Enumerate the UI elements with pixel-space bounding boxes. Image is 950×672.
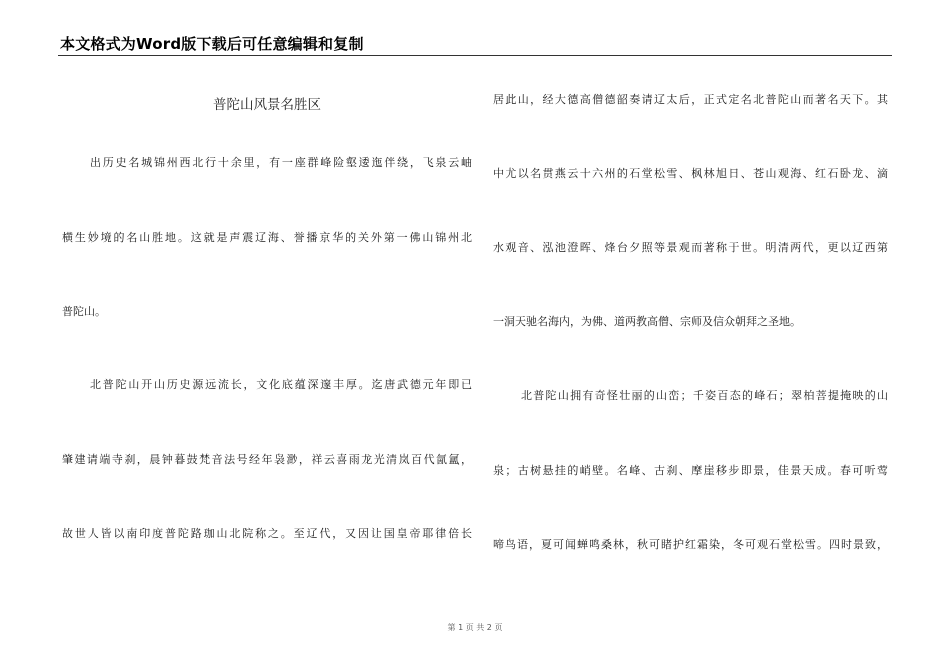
- paragraph-line: 啼鸟语，夏可闻蝉鸣桑林，秋可睹护红霜染，冬可观石堂松雪。四时景致，: [493, 538, 888, 551]
- paragraph-line: 北普陀山拥有奇怪壮丽的山峦；千姿百态的峰石；翠柏菩提掩映的山: [521, 389, 888, 402]
- paragraph-line: 北普陀山开山历史源远流长，文化底蕴深邃丰厚。迄唐武德元年即已: [90, 378, 472, 391]
- page-number: 第 1 页 共 2 页: [447, 623, 503, 632]
- paragraph-line: 普陀山。: [62, 305, 106, 318]
- paragraph-line: 泉；古树悬挂的峭壁。名峰、古刹、摩崖移步即景，佳景天成。春可听莺: [493, 464, 888, 477]
- paragraph-line: 肇建请端寺刹，晨钟暮鼓梵音法号经年袅渺，祥云喜雨龙光清岚百代氤氲，: [62, 453, 472, 466]
- paragraph-line: 水观音、泓池澄晖、烽台夕照等景观而著称于世。明清两代，更以辽西第: [493, 241, 888, 254]
- paragraph-line: 一洞天驰名海内，为佛、道两教高僧、宗师及信众朝拜之圣地。: [493, 315, 801, 328]
- header-title: 本文格式为Word版下载后可任意编辑和复制: [60, 35, 364, 53]
- paragraph-line: 出历史名城锦州西北行十余里，有一座群峰险壑逶迤伴绕，飞泉云岫: [90, 156, 472, 169]
- document-title: 普陀山风景名胜区: [213, 97, 321, 113]
- paragraph-line: 故世人皆以南印度普陀路珈山北院称之。至辽代，又因让国皇帝耶律倍长: [62, 527, 472, 540]
- paragraph-line: 中尤以名贯燕云十六州的石堂松雪、枫林旭日、苍山观海、红石卧龙、滴: [493, 167, 888, 180]
- paragraph-line: 横生妙境的名山胜地。这就是声震辽海、誉播京华的关外第一佛山锦州北: [62, 231, 472, 244]
- header-divider: [58, 55, 892, 56]
- paragraph-line: 居此山，经大德高僧德韶奏请辽太后，正式定名北普陀山而著名天下。其: [493, 93, 888, 106]
